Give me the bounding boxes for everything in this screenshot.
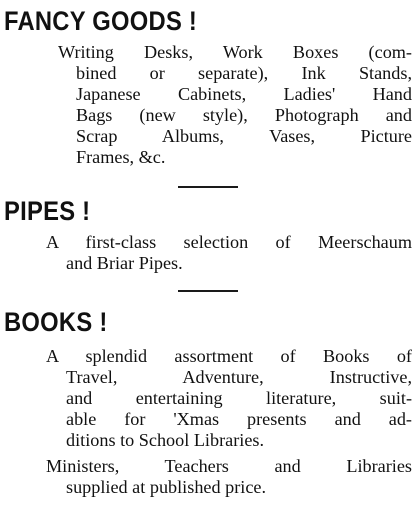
text-line: ditions to School Libraries.	[66, 430, 265, 450]
fancy-goods-description	[58, 42, 412, 168]
text-line: supplied at published price.	[66, 477, 267, 497]
text-line: Bags (new style), Photograph and	[76, 105, 412, 125]
text-line: Scrap Albums, Vases, Picture	[76, 126, 412, 146]
text-line: Writing Desks, Work Boxes (com-	[58, 42, 412, 62]
text-line: bined or separate), Ink Stands,	[76, 63, 412, 83]
heading-fancy-goods: FANCY GOODS !	[4, 6, 198, 36]
heading-books: BOOKS !	[4, 307, 108, 337]
text-line: Ministers, Teachers and Libraries	[46, 456, 412, 476]
heading-pipes: PIPES !	[4, 196, 91, 226]
section-divider	[178, 290, 238, 292]
text-line: Travel, Adventure, Instructive,	[66, 367, 412, 387]
books-description	[46, 346, 412, 451]
pipes-description	[46, 232, 412, 274]
text-line: able for 'Xmas presents and ad-	[66, 409, 412, 429]
books-supply-note	[46, 456, 412, 498]
text-line: Japanese Cabinets, Ladies' Hand	[76, 84, 412, 104]
text-line: and entertaining literature, suit-	[66, 388, 412, 408]
section-divider	[178, 186, 238, 188]
text-line: and Briar Pipes.	[66, 253, 183, 273]
text-line: A first-class selection of Meerschaum	[46, 232, 412, 252]
text-line: Frames, &c.	[76, 147, 166, 167]
text-line: A splendid assortment of Books of	[46, 346, 412, 366]
